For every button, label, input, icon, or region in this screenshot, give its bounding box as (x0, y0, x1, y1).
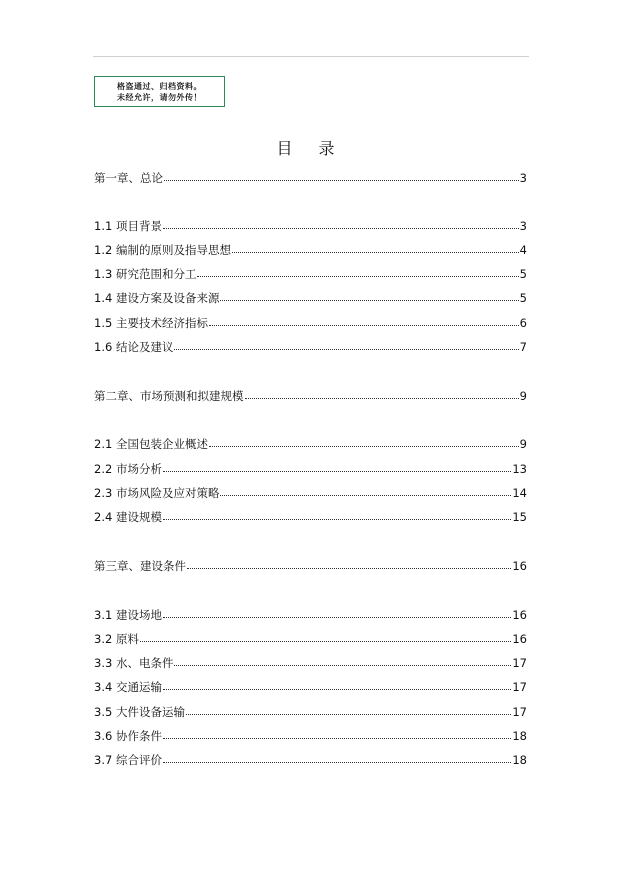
toc-leader (140, 641, 511, 642)
confidential-stamp (94, 76, 225, 107)
toc-entry-label: 2.4 建设规模 (94, 510, 162, 524)
toc-leader (163, 617, 511, 618)
toc-leader (187, 568, 511, 569)
toc-entry-label: 第一章、总论 (94, 171, 163, 185)
stamp-line-2: 未经允许，请勿外传！ (117, 92, 202, 102)
toc-entry-label: 2.1 全国包装企业概述 (94, 437, 208, 451)
toc-leader (220, 495, 511, 496)
toc-entry-label: 2.2 市场分析 (94, 462, 162, 476)
toc-leader (164, 180, 519, 181)
toc-entry[interactable] (94, 219, 527, 233)
toc-leader (163, 762, 511, 763)
header-rule (93, 56, 529, 57)
toc-leader (163, 471, 511, 472)
toc-entry[interactable] (94, 729, 527, 743)
toc-leader (197, 276, 518, 277)
toc-entry[interactable] (94, 510, 527, 524)
toc-entry-page: 16 (512, 559, 527, 573)
toc-entry-page: 3 (519, 219, 527, 233)
toc-entry-page: 14 (512, 486, 527, 500)
toc-entry-page: 13 (512, 462, 527, 476)
toc-entry[interactable] (94, 608, 527, 622)
toc-entry-label: 3.2 原料 (94, 632, 139, 646)
toc-entry[interactable] (94, 267, 527, 281)
toc-entry-label: 2.3 市场风险及应对策略 (94, 486, 220, 500)
toc-entry[interactable] (94, 340, 527, 354)
toc-entry-page: 4 (519, 243, 527, 257)
toc-leader (163, 519, 511, 520)
toc-leader (163, 689, 511, 690)
toc-entry-page: 3 (519, 171, 527, 185)
toc-entry-page: 15 (512, 510, 527, 524)
toc-entry-label: 第三章、建设条件 (94, 559, 186, 573)
toc-leader (245, 398, 519, 399)
toc-title: 目录 (276, 139, 361, 158)
toc-entry-page: 17 (512, 656, 527, 670)
toc-entry-label: 1.1 项目背景 (94, 219, 162, 233)
toc-leader (209, 325, 519, 326)
toc-entry-page: 18 (512, 753, 527, 767)
toc-entry[interactable] (94, 559, 527, 573)
toc-leader (174, 665, 511, 666)
toc-leader (163, 738, 511, 739)
toc-entry-label: 1.2 编制的原则及指导思想 (94, 243, 231, 257)
toc-entry-page: 9 (519, 389, 527, 403)
toc-leader (209, 446, 519, 447)
toc-entry-label: 第二章、市场预测和拟建规模 (94, 389, 244, 403)
toc-entry[interactable] (94, 486, 527, 500)
toc-entry-page: 17 (512, 680, 527, 694)
toc-entry-label: 3.6 协作条件 (94, 729, 162, 743)
toc-leader (232, 252, 519, 253)
toc-entry[interactable] (94, 243, 527, 257)
toc-entry-page: 6 (519, 316, 527, 330)
toc-entry-label: 3.5 大件设备运输 (94, 705, 185, 719)
toc-entry-label: 3.1 建设场地 (94, 608, 162, 622)
toc-entry-label: 1.4 建设方案及设备来源 (94, 291, 220, 305)
toc-entry-page: 7 (519, 340, 527, 354)
toc-entry[interactable] (94, 632, 527, 646)
stamp-line-1: 格盗通过、归档资料。 (117, 81, 202, 91)
toc-entry[interactable] (94, 753, 527, 767)
toc-leader (220, 300, 518, 301)
toc-entry[interactable] (94, 171, 527, 185)
toc-entry-page: 18 (512, 729, 527, 743)
toc-entry-page: 16 (512, 608, 527, 622)
toc-entry-page: 16 (512, 632, 527, 646)
toc-entry-page: 9 (519, 437, 527, 451)
toc-leader (163, 228, 519, 229)
toc-leader (186, 714, 511, 715)
toc-entry[interactable] (94, 389, 527, 403)
toc-entry-page: 17 (512, 705, 527, 719)
toc-entry[interactable] (94, 656, 527, 670)
toc-entry-label: 3.4 交通运输 (94, 680, 162, 694)
toc-entry-page: 5 (519, 267, 527, 281)
toc-entry[interactable] (94, 291, 527, 305)
toc-entry[interactable] (94, 437, 527, 451)
toc-entry[interactable] (94, 462, 527, 476)
toc-entry-label: 3.3 水、电条件 (94, 656, 174, 670)
toc-leader (174, 349, 518, 350)
toc-entry-label: 1.5 主要技术经济指标 (94, 316, 208, 330)
toc-entry-label: 3.7 综合评价 (94, 753, 162, 767)
toc-entry-label: 1.3 研究范围和分工 (94, 267, 197, 281)
toc-entry-page: 5 (519, 291, 527, 305)
toc-entry[interactable] (94, 680, 527, 694)
toc-entry[interactable] (94, 316, 527, 330)
toc-entry-label: 1.6 结论及建议 (94, 340, 174, 354)
toc-entry[interactable] (94, 705, 527, 719)
